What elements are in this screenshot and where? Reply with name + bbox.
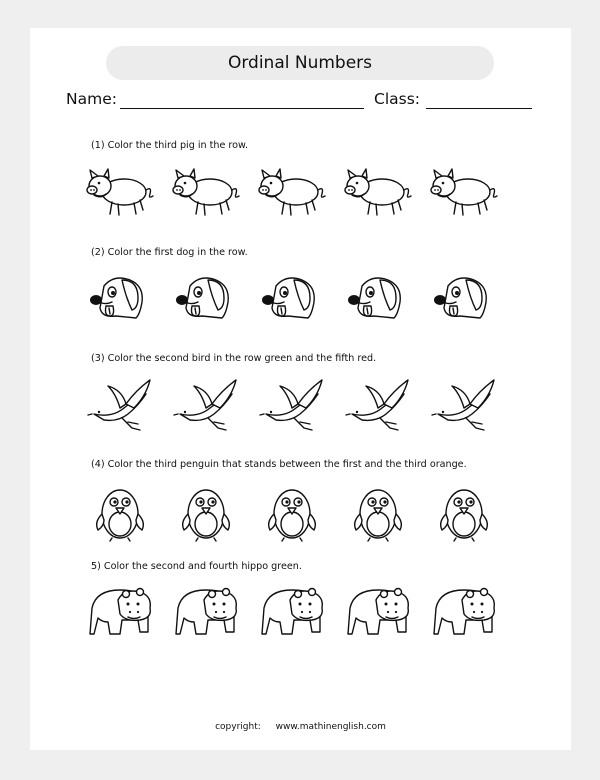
- bird-icon: [254, 374, 330, 436]
- worksheet-page: [30, 28, 571, 750]
- dog-icon: [254, 268, 330, 330]
- hippo-icon: [168, 580, 244, 642]
- name-label: Name:: [66, 90, 117, 108]
- class-label: Class:: [374, 90, 421, 108]
- bird-icon: [340, 374, 416, 436]
- dog-icon: [426, 268, 502, 330]
- dog-icon: [82, 268, 158, 330]
- hippo-icon: [254, 580, 330, 642]
- pig-icon: [168, 160, 244, 222]
- penguin-icon: [82, 480, 158, 542]
- dog-icon: [168, 268, 244, 330]
- penguin-icon: [426, 480, 502, 542]
- question-4-text: (4) Color the third penguin that stands between the first and the third orange.: [91, 459, 467, 470]
- dog-icon: [340, 268, 416, 330]
- pig-icon: [254, 160, 330, 222]
- pig-icon: [426, 160, 502, 222]
- bird-icon: [168, 374, 244, 436]
- name-blank-line: [120, 90, 364, 109]
- pig-icon: [340, 160, 416, 222]
- bird-icon: [82, 374, 158, 436]
- hippo-icon: [426, 580, 502, 642]
- name-class-row: [66, 90, 546, 114]
- pig-icon: [82, 160, 158, 222]
- class-blank-line: [426, 90, 532, 109]
- question-3-row: [82, 374, 522, 436]
- question-5-row: [82, 580, 522, 642]
- question-5-text: 5) Color the second and fourth hippo green.: [91, 561, 302, 572]
- question-2-row: [82, 268, 522, 330]
- penguin-icon: [168, 480, 244, 542]
- bird-icon: [426, 374, 502, 436]
- question-1-text: (1) Color the third pig in the row.: [91, 140, 249, 151]
- copyright-label: copyright:: [215, 722, 261, 732]
- question-2-text: (2) Color the first dog in the row.: [91, 247, 248, 258]
- website-text: www.mathinenglish.com: [275, 722, 386, 732]
- question-3-text: (3) Color the second bird in the row green and the fifth red.: [91, 353, 377, 364]
- footer: [30, 722, 571, 732]
- hippo-icon: [82, 580, 158, 642]
- question-4-row: [82, 480, 522, 542]
- penguin-icon: [340, 480, 416, 542]
- page-title: Ordinal Numbers: [106, 46, 494, 80]
- hippo-icon: [340, 580, 416, 642]
- question-1-row: [82, 160, 522, 222]
- penguin-icon: [254, 480, 330, 542]
